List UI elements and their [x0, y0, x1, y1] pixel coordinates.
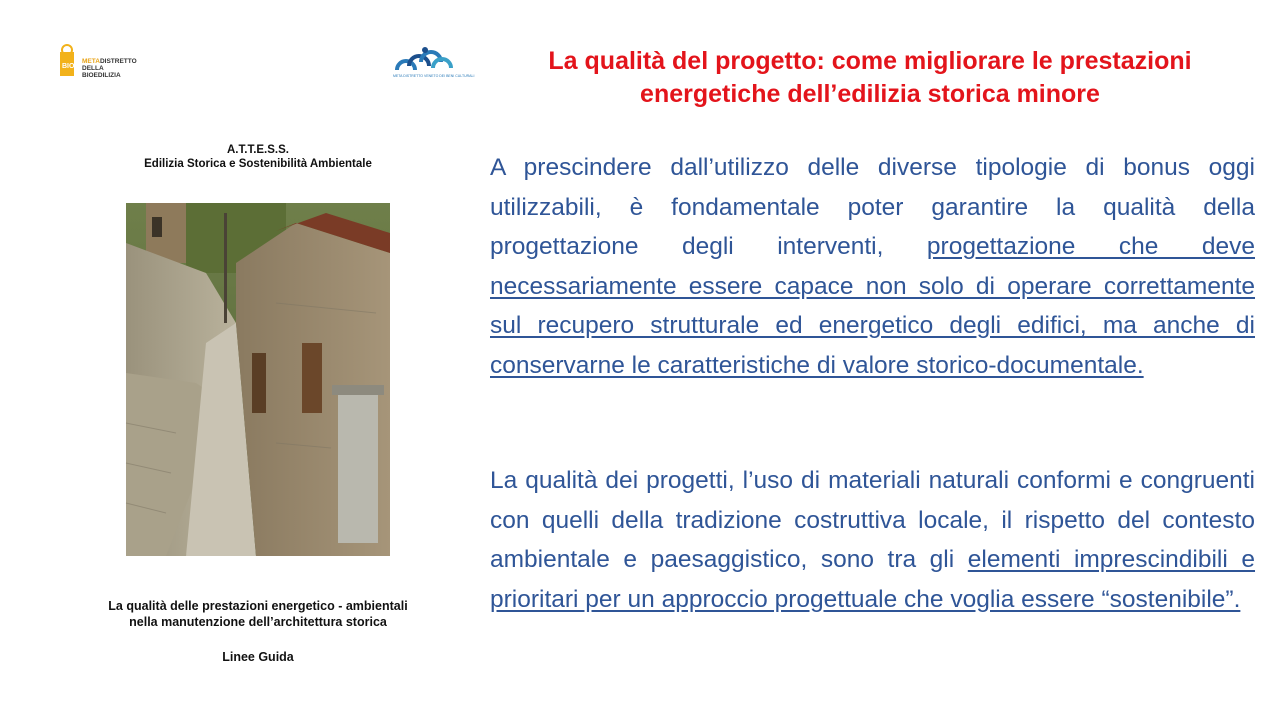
paragraph-sustainable-approach [490, 461, 1255, 619]
paragraph2-plain: La qualità dei progetti, l’uso di materiali naturali conformi e congruenti con quelli della tradizione costruttiva locale, il rispetto del contesto ambientale e paesaggistico, sono tra gli [490, 467, 1255, 573]
paragraph-bonus-quality [490, 148, 1255, 385]
cover-caption [78, 598, 438, 630]
metadistretto-bioedilizia-logo [58, 44, 148, 82]
logo-left-distretto: DISTRETTO [99, 58, 137, 65]
logo-right-caption: META DISTRETTO VENETO DEI BENI CULTURALI [393, 74, 475, 78]
metadistretto-beni-culturali-logo [393, 42, 475, 80]
cover-caption-line1: La qualità delle prestazioni energetico - ambientali [108, 599, 408, 613]
slide-title [488, 45, 1252, 111]
paragraph1-plain: A prescindere dall’utilizzo delle diverse tipologie di bonus oggi utilizzabili, è fondamentale poter garantire la qualità della progettazione degli interventi, [490, 154, 1255, 260]
logo-left-meta: META [82, 58, 100, 65]
slide-title-line1: La qualità del progetto: come migliorare le prestazioni [548, 47, 1192, 75]
logo-left-text [82, 58, 137, 79]
cover-photo-stone-houses [126, 203, 390, 556]
svg-text:BIO: BIO [62, 63, 75, 70]
slide-title-line2: energetiche dell’edilizia storica minore [640, 80, 1100, 108]
bio-house-logo-icon [58, 44, 80, 78]
logo-left-bioedilizia: BIOEDILIZIA [82, 72, 121, 79]
cover-footer: Linee Guida [222, 650, 294, 664]
cover-caption-line2: nella manutenzione dell’architettura storica [129, 615, 387, 629]
logo-left-della: DELLA [82, 65, 104, 72]
cover-title-line1: A.T.T.E.S.S. [227, 144, 289, 156]
paragraph2-underlined: elementi imprescindibili e prioritari per un approccio progettuale che voglia essere “sostenibile”. [490, 546, 1256, 613]
arches-logo-icon [393, 42, 457, 74]
paragraph1-underlined: progettazione che deve necessariamente essere capace non solo di operare correttamente sul recupero strutturale ed energetico degli edifici, ma anche di conservarne le caratteristiche di valore storico-documentale. [490, 233, 1255, 379]
cover-title-line2: Edilizia Storica e Sostenibilità Ambientale [144, 158, 372, 170]
cover-title [126, 143, 390, 171]
